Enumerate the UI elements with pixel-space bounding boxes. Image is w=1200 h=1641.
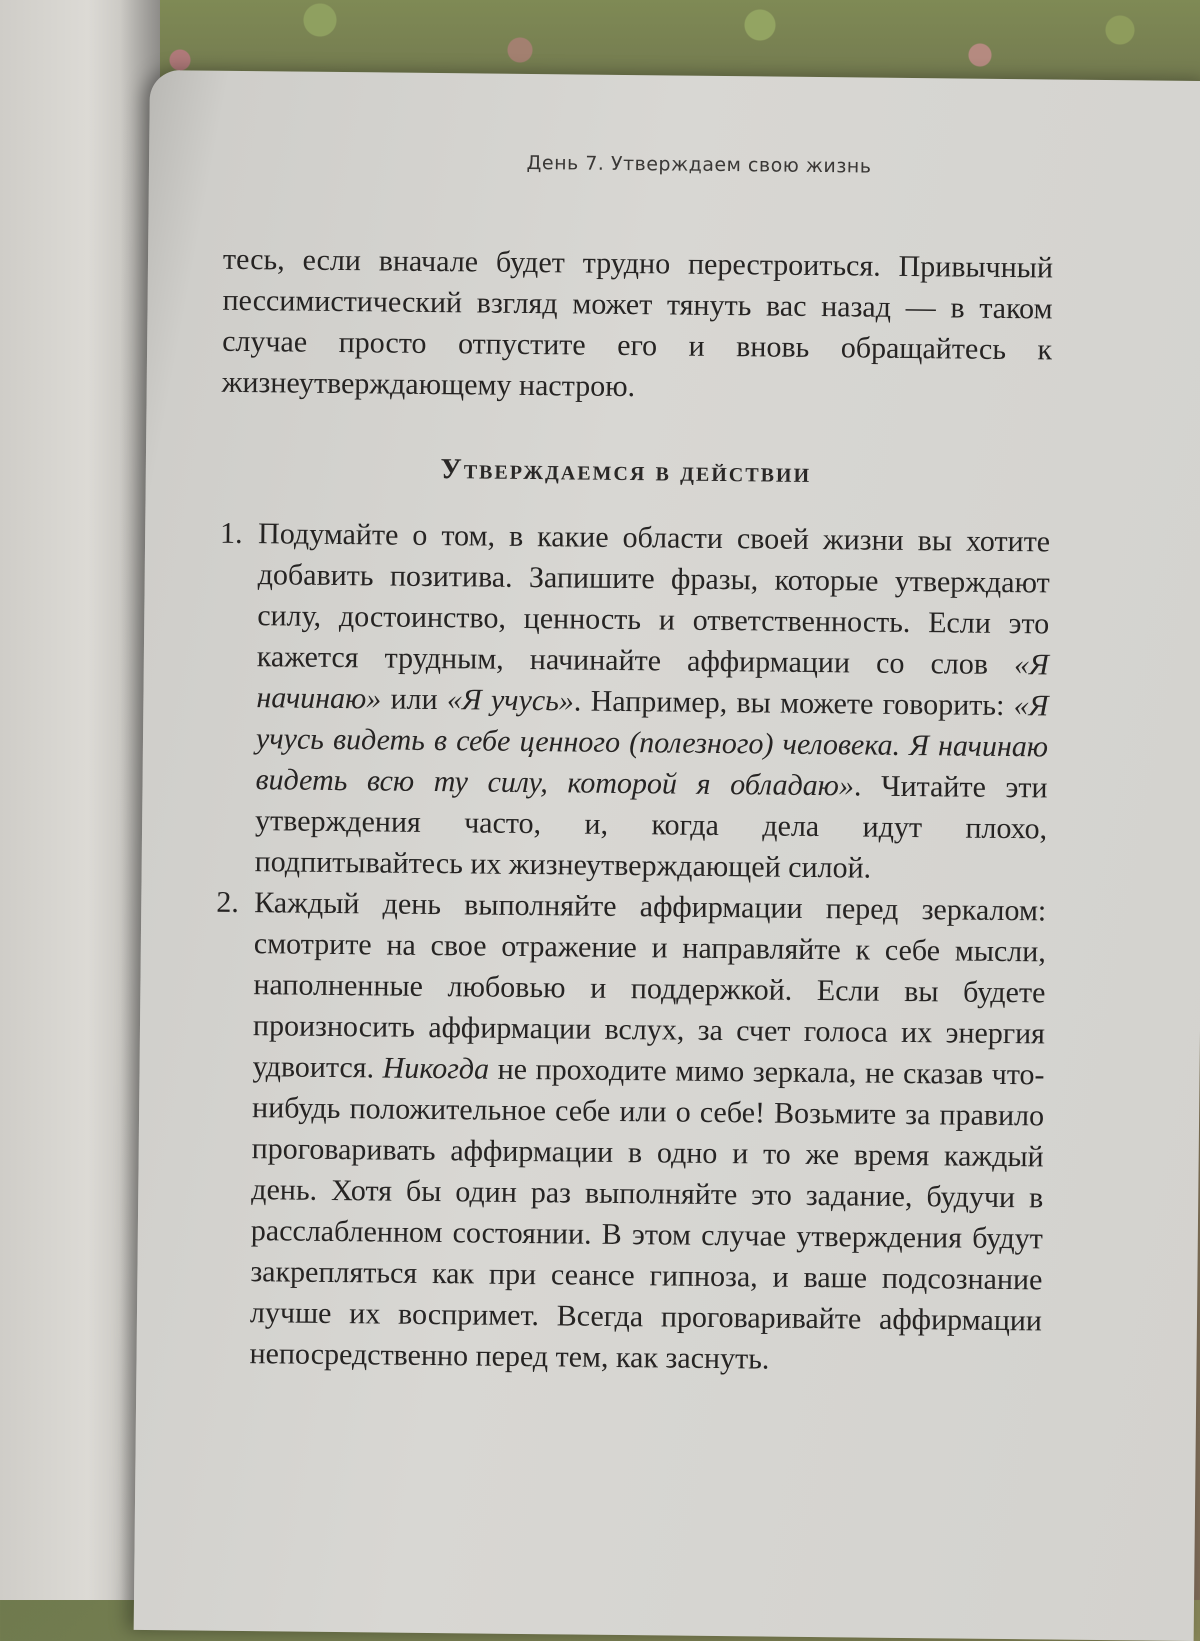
text-run: не проходите мимо зеркала, не сказав что-нибудь положительное себе или о себе! Возьмите за правило проговаривать аффирмации в одно и то же время каждый день. Хотя бы один раз выполняйте это задание, будучи в расслабленном состоянии. В этом случае утверждения будут закрепляться как при сеансе гипноза, и ваше подсознание лучше их воспримет. Всегда проговаривайте аффирмации непосредственно перед тем, как заснуть. (249, 1052, 1045, 1376)
italic-word: Никогда (382, 1051, 490, 1086)
intro-paragraph: тесь, если вначале будет трудно перестроиться. Привычный пессимистический взгляд может тянуть вас назад — в таком случае просто отпустите его и вновь обращайтесь к жизнеутверждающему настрою. (221, 242, 1054, 404)
text-run: Подумайте о том, в какие области своей жизни вы хотите добавить позитива. Запишите фразы, которые утверждают силу, достоинство, ценность и ответственность. Если это кажется трудным, начинайте аффирмации со слов (256, 517, 1051, 682)
list-number: 1. (219, 516, 243, 550)
list-item (211, 882, 1046, 1383)
text-run: . Например, вы можете говорить: (573, 684, 1014, 723)
text-run: . Читайте эти утверждения часто, и, когда дела идут плохо, подпитывайтесь их жизнеутверждающей силой. (254, 769, 1048, 885)
italic-phrase: «Я учусь» (446, 683, 575, 718)
text-run: или (381, 682, 448, 717)
section-heading: Утверждаемся в действии (440, 453, 812, 489)
italic-phrase: «Я начинаю» (256, 648, 1049, 716)
exercise-list (211, 513, 1050, 1383)
text-run: Каждый день выполняйте аффирмации перед зеркалом: смотрите на свое отражение и направляйте к себе мысли, наполненные любовью и поддержкой. Если вы будете произносить аффирмации вслух, за счет голоса их энергия удвоится. (252, 886, 1047, 1085)
list-item (217, 513, 1051, 891)
list-item-text (249, 882, 1046, 1382)
italic-quote: «Я учусь видеть в себе ценного (полезного) человека. Я начинаю видеть всю ту силу, которой я обладаю» (255, 689, 1049, 803)
list-item-text (255, 513, 1051, 890)
running-header: День 7. Утверждаем свою жизнь (526, 151, 872, 178)
list-number: 2. (216, 885, 239, 919)
book-page (134, 70, 1200, 1641)
